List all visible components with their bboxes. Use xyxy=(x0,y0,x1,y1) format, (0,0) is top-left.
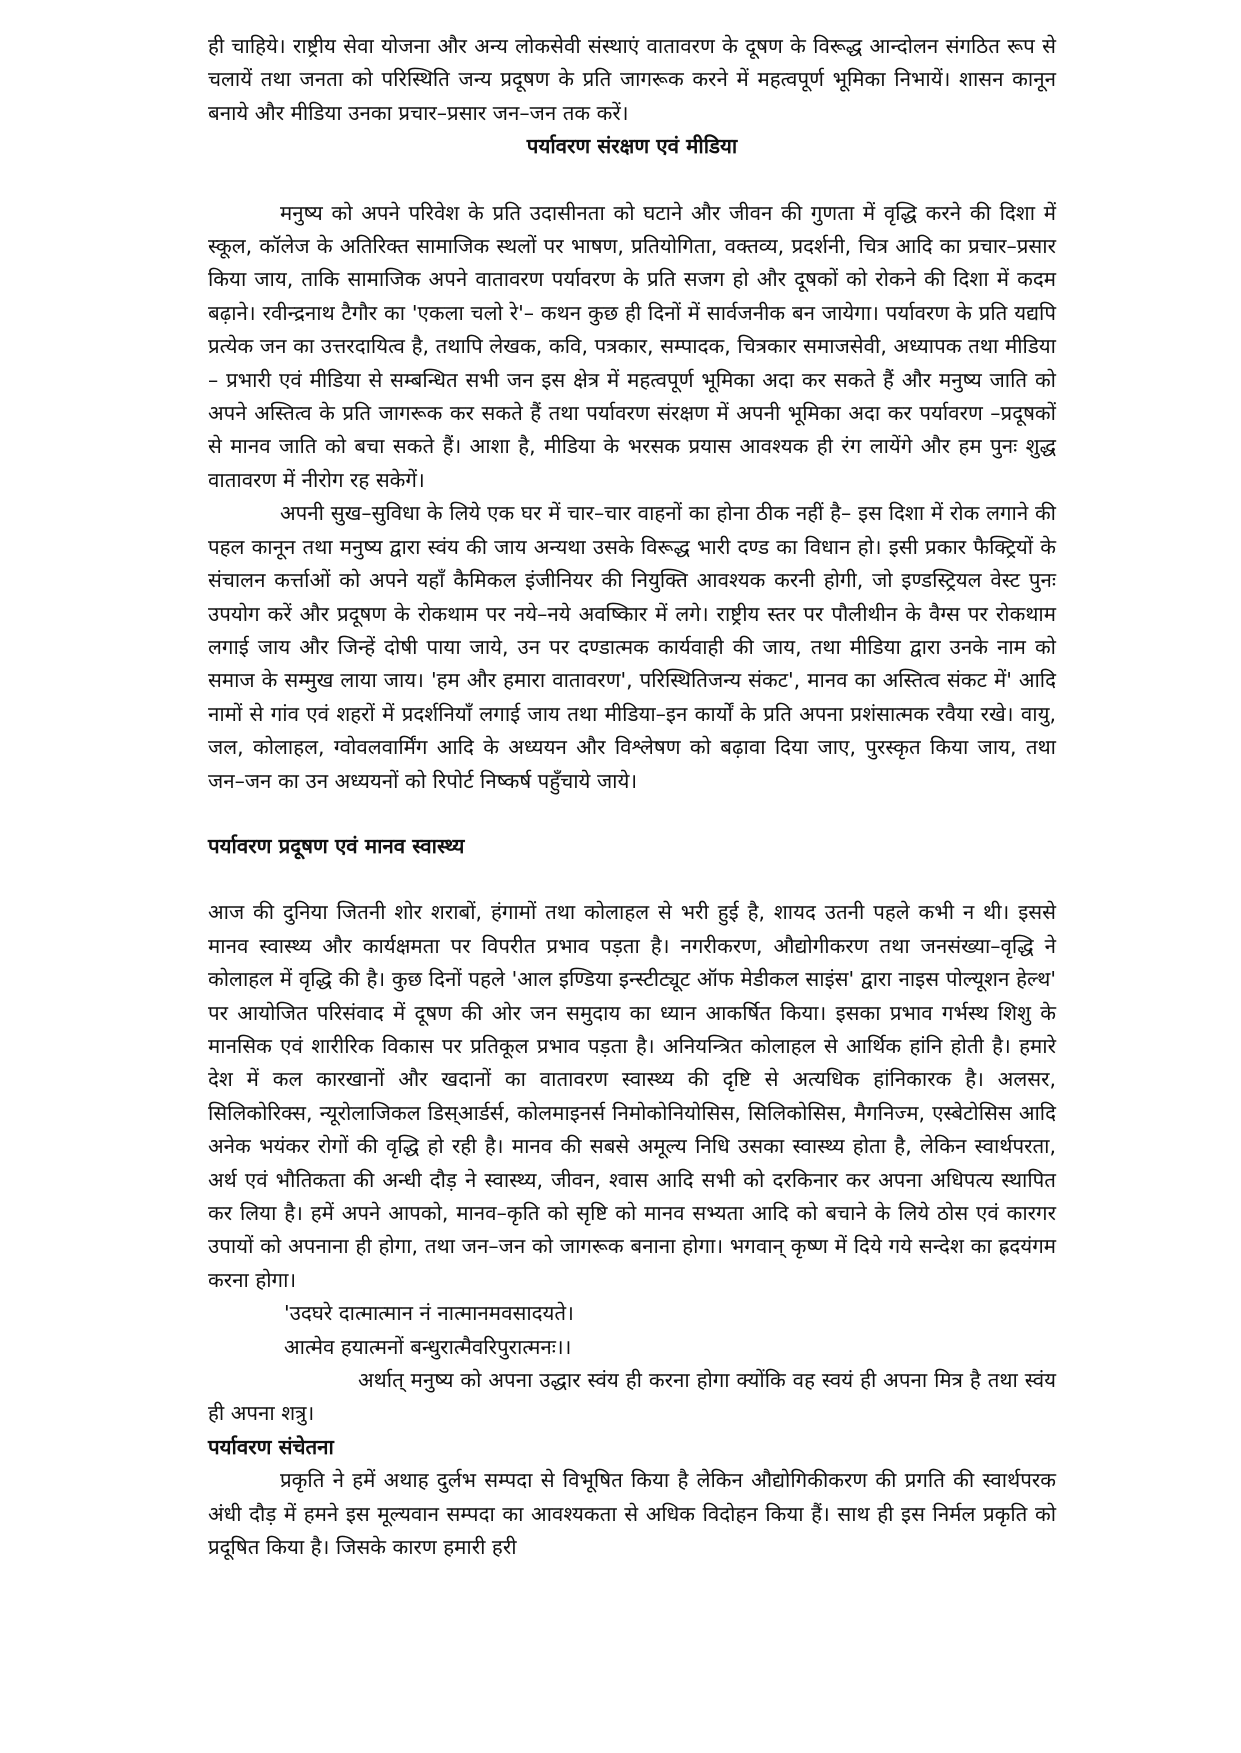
media-paragraph-2: अपनी सुख–सुविधा के लिये एक घर में चार–चार वाहनों का होना ठीक नहीं है– इस दिशा में रोक लगाने की पहल कानून तथा मनुष्य द्वारा स्वंय की जाय अन्यथा उसके विरूद्ध भारी दण्ड का विधान हो। इसी प्रकार फैक्ट्रियों के संचालन कर्त्ताओं को अपने यहाँ कैमिकल इंजीनियर की नियुक्ति आवश्यक करनी होगी, जो इण्डस्ट्रियल वेस्ट पुनः उपयोग करें और प्रदूषण के रोकथाम पर नये–नये अवष्किार में लगे। राष्ट्रीय स्तर पर पौलीथीन के वैग्स पर रोकथाम लगाई जाय और जिन्हें दोषी पाया जाये, उन पर दण्डात्मक कार्यवाही की जाय, तथा मीडिया द्वारा उनके नाम को समाज के सम्मुख लाया जाय। 'हम और हमारा वातावरण', परिस्थितिजन्य संकट', मानव का अस्तित्व संकट में' आदि नामों से गांव एवं शहरों में प्रदर्शनियाँ लगाई जाय तथा मीडिया–इन कार्यों के प्रति अपना प्रशंसात्मक रवैया रखे। वायु, जल, कोलाहल, ग्वोवलवार्मिंग आदि के अध्ययन और विश्लेषण को बढ़ावा दिया जाए, पुरस्कृत किया जाय, तथा जन–जन का उन अध्ययनों को रिपोर्ट निष्कर्ष पहुँचाये जाये। xyxy=(208,501,1056,793)
sanskrit-verse-line-1: 'उदघरे दात्मात्मान नं नात्मानमवसादयते। xyxy=(284,1301,574,1326)
awareness-paragraph: प्रकृति ने हमें अथाह दुर्लभ सम्पदा से विभूषित किया है लेकिन औद्योगिकीकरण की प्रगति की स्वार्थपरक अंधी दौड़ में हमने इस मूल्यवान सम्पदा का आवश्यकता से अधिक विदोहन किया हैं। साथ ही इस निर्मल प्रकृति को प्रदूषित किया है। जिसके कारण हमारी हरी xyxy=(208,1468,1056,1560)
document-page xyxy=(208,30,1056,1564)
section-heading-awareness: पर्यावरण संचेतना xyxy=(208,1434,334,1459)
intro-paragraph: ही चाहिये। राष्ट्रीय सेवा योजना और अन्य लोकसेवी संस्थाएं वातावरण के दूषण के विरूद्ध आन्दोलन संगठित रूप से चलायें तथा जनता को परिस्थिति जन्य प्रदूषण के प्रति जागरूक करने में महत्वपूर्ण भूमिका निभायें। शासन कानून बनाये और मीडिया उनका प्रचार–प्रसार जन–जन तक करें। xyxy=(208,34,1056,125)
verse-meaning: अर्थात् मनुष्य को अपना उद्धार स्वंय ही करना होगा क्योंकि वह स्वयं ही अपना मित्र है तथा स्वंय ही अपना शत्रु। xyxy=(208,1368,1056,1426)
media-paragraph-1: मनुष्य को अपने परिवेश के प्रति उदासीनता को घटाने और जीवन की गुणता में वृद्धि करने की दिशा में स्कूल, कॉलेज के अतिरिक्त सामाजिक स्थलों पर भाषण, प्रतियोगिता, वक्तव्य, प्रदर्शनी, चित्र आदि का प्रचार–प्रसार किया जाय, ताकि सामाजिक अपने वातावरण पर्यावरण के प्रति सजग हो और दूषकों को रोकने की दिशा में कदम बढ़ाने। रवीन्द्रनाथ टैगौर का 'एकला चलो रे'– कथन कुछ ही दिनों में सार्वजनीक बन जायेगा। पर्यावरण के प्रति यद्यपि प्रत्येक जन का उत्तरदायित्व है, तथापि लेखक, कवि, पत्रकार, सम्पादक, चित्रकार समाजसेवी, अध्यापक तथा मीडिया – प्रभारी एवं मीडिया से सम्बन्धित सभी जन इस क्षेत्र में महत्वपूर्ण भूमिका अदा कर सकते हैं और मनुष्य जाति को अपने अस्तित्व के प्रति जागरूक कर सकते हैं तथा पर्यावरण संरक्षण में अपनी भूमिका अदा कर पर्यावरण –प्रदूषकों से मानव जाति को बचा सकते हैं। आशा है, मीडिया के भरसक प्रयास आवश्यक ही रंग लायेंगे और हम पुनः शुद्ध वातावरण में नीरोग रह सकेगें। xyxy=(208,200,1056,492)
section-heading-health: पर्यावरण प्रदूषण एवं मानव स्वास्थ्य xyxy=(208,833,465,858)
sanskrit-verse-line-2: आत्मेव हयात्मनों बन्धुरात्मैवरिपुरात्मनः।। xyxy=(284,1334,572,1359)
health-paragraph: आज की दुनिया जितनी शोर शराबों, हंगामों तथा कोलाहल से भरी हुई है, शायद उतनी पहले कभी न थी। इससे मानव स्वास्थ्य और कार्यक्षमता पर विपरीत प्रभाव पड़ता है। नगरीकरण, औद्योगीकरण तथा जनसंख्या–वृद्धि ने कोलाहल में वृद्धि की है। कुछ दिनों पहले 'आल इण्डिया इन्स्टीट्यूट ऑफ मेडीकल साइंस' द्वारा नाइस पोल्यूशन हेल्थ' पर आयोजित परिसंवाद में दूषण की ओर जन समुदाय का ध्यान आकर्षित किया। इसका प्रभाव गर्भस्थ शिशु के मानसिक एवं शारीरिक विकास पर प्रतिकूल प्रभाव पड़ता है। अनियन्त्रित कोलाहल से आर्थिक हांनि होती है। हमारे देश में कल कारखानों और खदानों का वातावरण स्वास्थ्य की दृष्टि से अत्यधिक हांनिकारक है। अलसर, सिलिकोरिक्स, न्यूरोलाजिकल डिस्आर्डर्स, कोलमाइनर्स निमोकोनियोसिस, सिलिकोसिस, मैगनिज्म, एस्बेटोसिस आदि अनेक भयंकर रोगों की वृद्धि हो रही है। मानव की सबसे अमूल्य निधि उसका स्वास्थ्य होता है, लेकिन स्वार्थपरता, अर्थ एवं भौतिकता की अन्धी दौड़ ने स्वास्थ्य, जीवन, श्वास आदि सभी को दरकिनार कर अपना अधिपत्य स्थापित कर लिया है। हमें अपने आपको, मानव–कृति को सृष्टि को मानव सभ्यता आदि को बचाने के लिये ठोस एवं कारगर उपायों को अपनाना ही होगा, तथा जन–जन को जागरूक बनाना होगा। भगवान् कृष्ण में दिये गये सन्देश का ह्रदयंगम करना होगा। xyxy=(208,900,1056,1292)
section-heading-media: पर्यावरण संरक्षण एवं मीडिया xyxy=(526,134,738,159)
